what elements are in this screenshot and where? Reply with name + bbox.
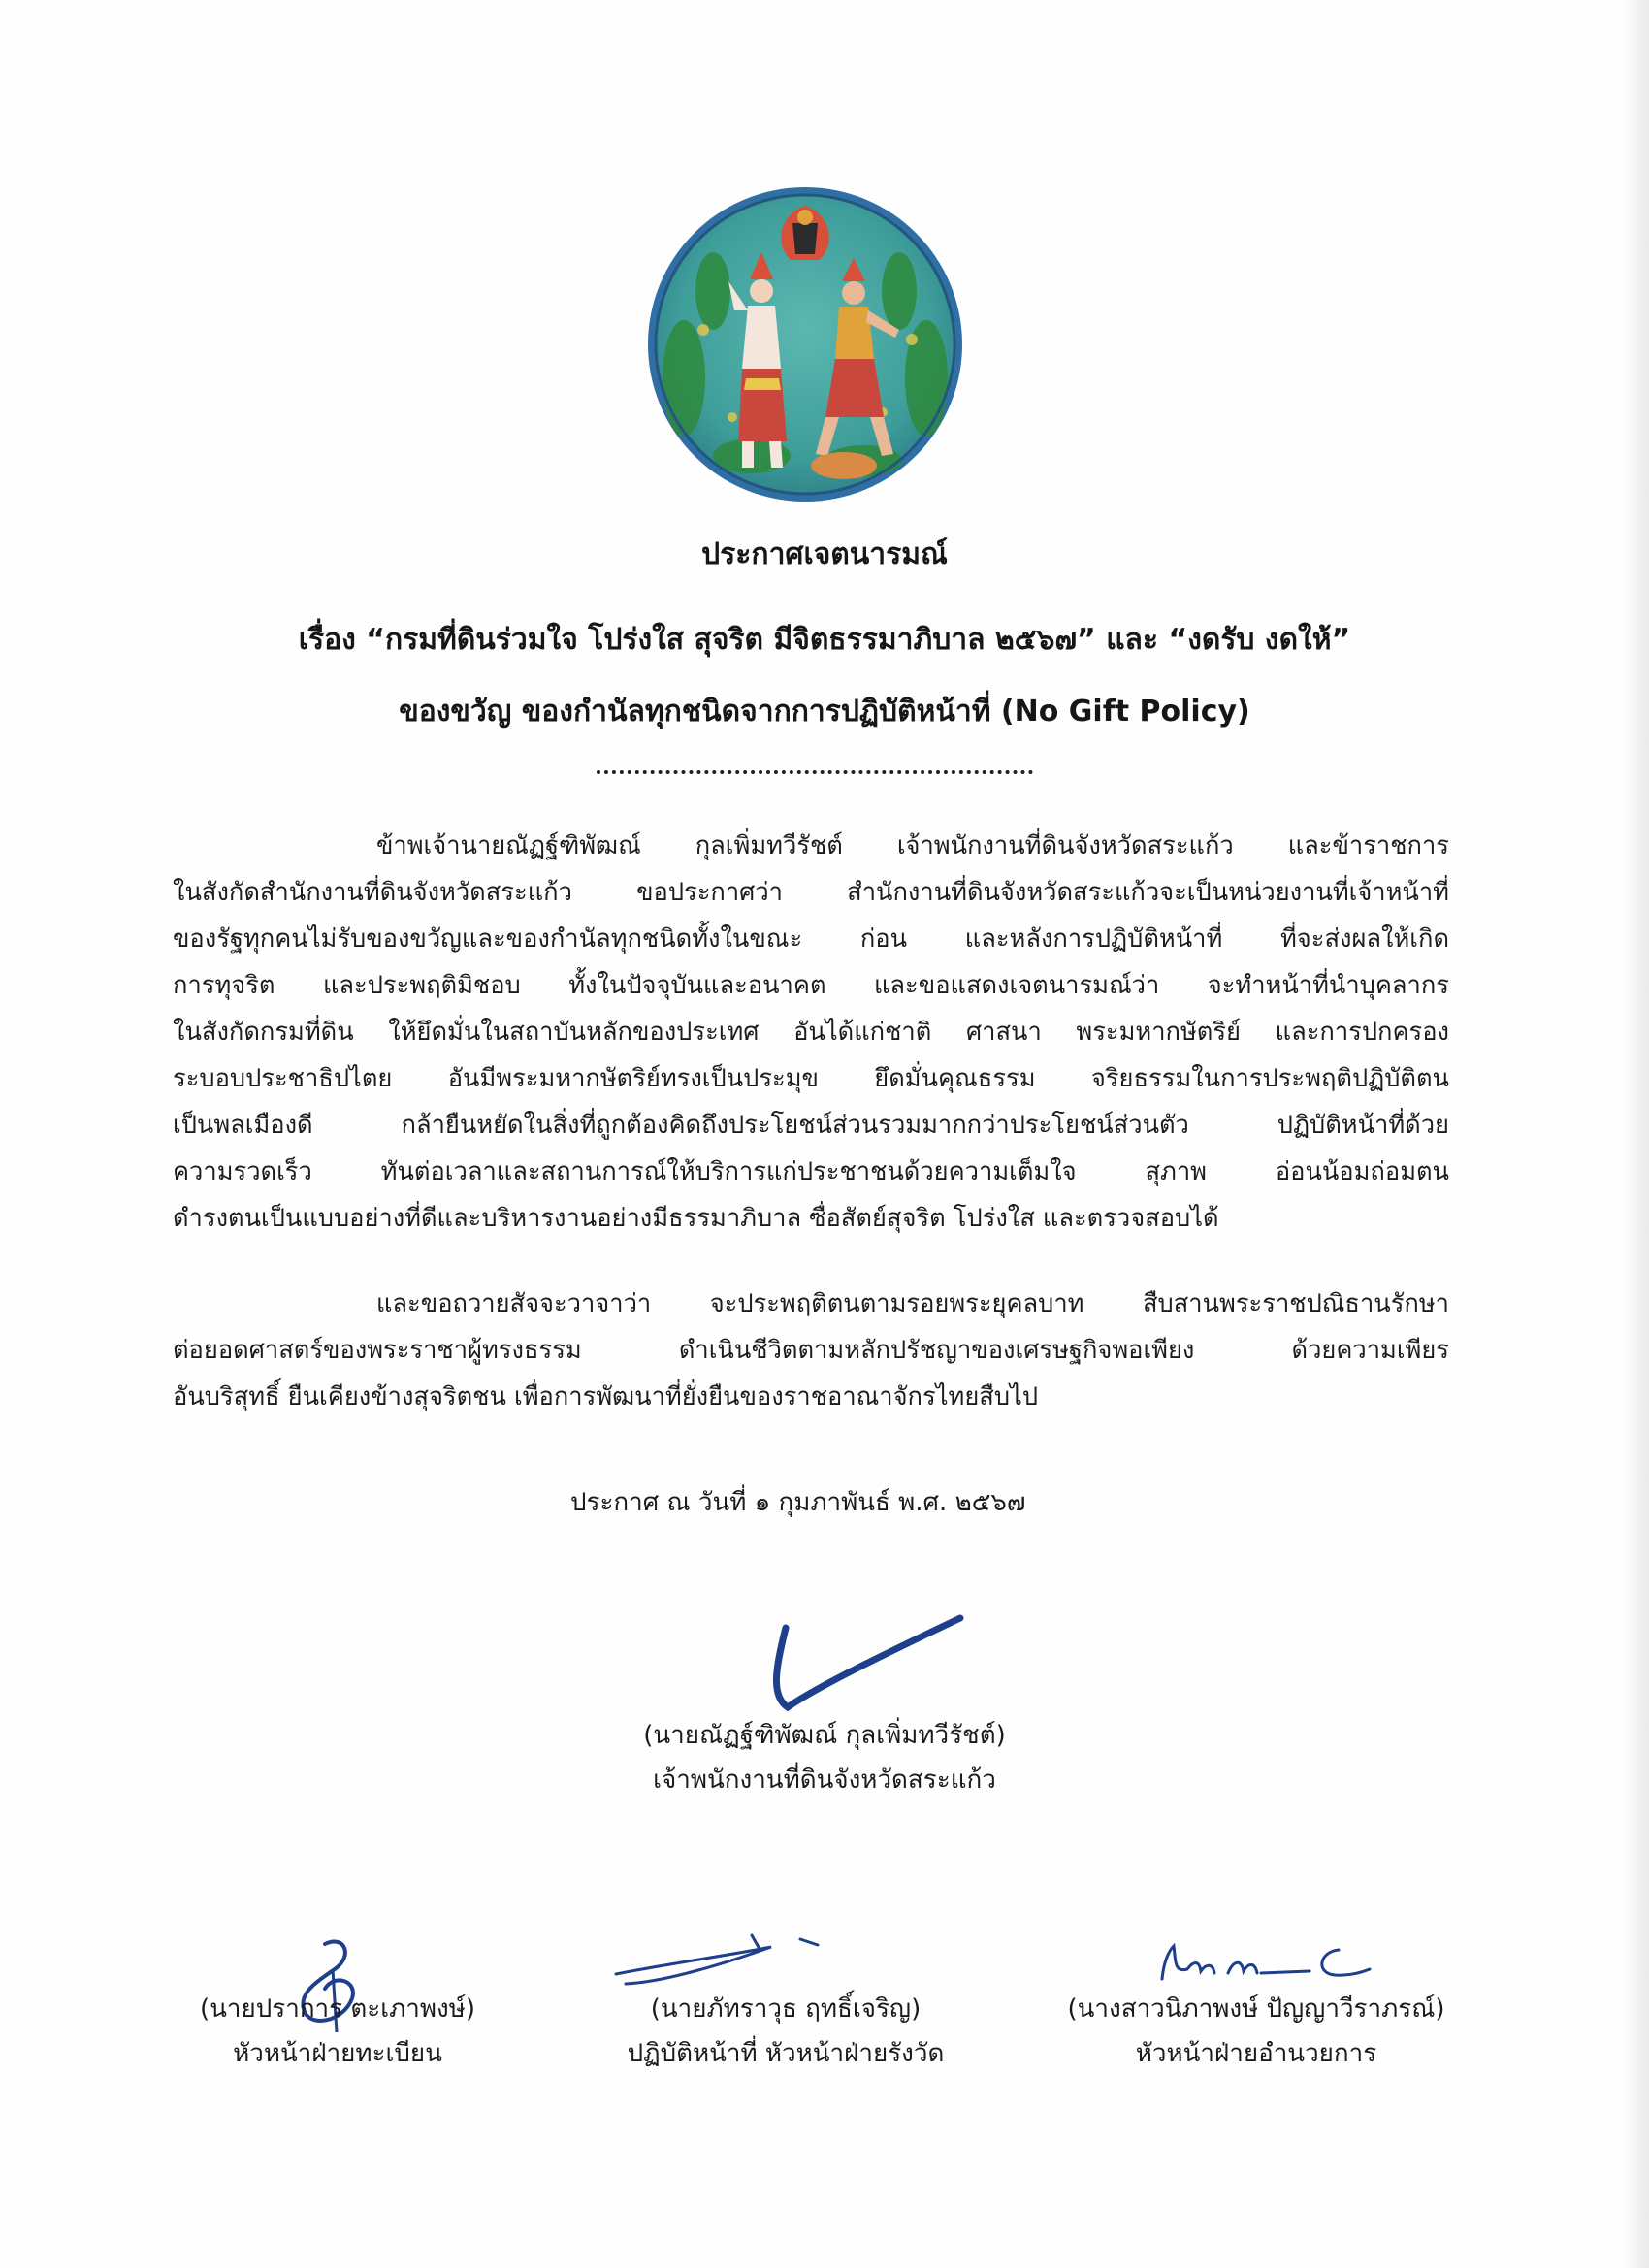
separator-dotted-line [597, 770, 1033, 774]
announcement-subject-line-2: ของขวัญ ของกำนัลทุกชนิดจากการปฏิบัติหน้าที่ (No Gift Policy) [399, 695, 1250, 729]
main-signatory-position: เจ้าพนักงานที่ดินจังหวัดสระแก้ว [653, 1766, 996, 1795]
signatory-name: (นายภัทราวุธ ฤทธิ์เจริญ) [650, 1994, 922, 2024]
signatory-block-administration [1028, 1987, 1484, 2076]
paragraph-line: ของรัฐทุกคนไม่รับของขวัญและของกำนัลทุกชนิดทั้งในขณะ ก่อน และหลังการปฏิบัติหน้าที่ ที่จะส่งผลให้เกิด [173, 924, 1449, 954]
signatory-block-registration [134, 1987, 541, 2076]
signatory-name: (นางสาวนิภาพงษ์ ปัญญาวีราภรณ์) [1067, 1994, 1445, 2024]
paragraph-line: ข้าพเจ้านายณัฏฐ์ฑิพัฒณ์ กุลเพิ่มทวีรัชต์ เจ้าพนักงานที่ดินจังหวัดสระแก้ว และข้าราชการ [376, 831, 1449, 860]
paragraph-line: การทุจริต และประพฤติมิชอบ ทั้งในปัจจุบันและอนาคต และขอแสดงเจตนารมณ์ว่า จะทำหน้าที่นำบุคลากร [173, 971, 1449, 1000]
survey-head-signature-icon [606, 1926, 849, 1993]
signatory-block-survey [563, 1987, 1009, 2076]
paragraph-line: ต่อยอดศาสตร์ของพระราชาผู้ทรงธรรม ดำเนินชีวิตตามหลักปรัชญาของเศรษฐกิจพอเพียง ด้วยความเพียร [173, 1336, 1449, 1365]
announcement-heading: ประกาศเจตนารมณ์ [701, 537, 948, 571]
department-seal-icon [645, 184, 965, 504]
paragraph-line: ความรวดเร็ว ทันต่อเวลาและสถานการณ์ให้บริการแก่ประชาชนด้วยความเต็มใจ สุภาพ อ่อนน้อมถ่อมตน [173, 1157, 1449, 1186]
signatory-name: (นายปราการ ตะเภาพงษ์) [200, 1994, 475, 2024]
paragraph-line: ในสังกัดสำนักงานที่ดินจังหวัดสระแก้ว ขอประกาศว่า สำนักงานที่ดินจังหวัดสระแก้วจะเป็นหน่วยงานที่เจ้าหน้าที่ [173, 878, 1449, 907]
paragraph-line: ดำรงตนเป็นแบบอย่างที่ดีและบริหารงานอย่างมีธรรมาภิบาล ซื่อสัตย์สุจริต โปร่งใส และตรวจสอบได้ [173, 1204, 1219, 1233]
signatory-position: หัวหน้าฝ่ายอำนวยการ [1135, 2039, 1377, 2068]
announcement-date: ประกาศ ณ วันที่ ๑ กุมภาพันธ์ พ.ศ. ๒๕๖๗ [570, 1488, 1026, 1517]
paragraph-line: และขอถวายสัจจะวาจาว่า จะประพฤติตนตามรอยพระยุคลบาท สืบสานพระราชปณิธานรักษา [376, 1289, 1449, 1318]
main-signature-icon [757, 1599, 980, 1725]
main-signatory-name: (นายณัฏฐ์ฑิพัฒณ์ กุลเพิ่มทวีรัชต์) [643, 1721, 1006, 1750]
signatory-position: ปฏิบัติหน้าที่ หัวหน้าฝ่ายรังวัด [627, 2039, 945, 2068]
paragraph-line: ในสังกัดกรมที่ดิน ให้ยึดมั่นในสถาบันหลักของประเทศ อันได้แก่ชาติ ศาสนา พระมหากษัตริย์ และการปกครอง [173, 1018, 1449, 1047]
signatory-position: หัวหน้าฝ่ายทะเบียน [233, 2039, 442, 2068]
paragraph-line: ระบอบประชาธิปไตย อันมีพระมหากษัตริย์ทรงเป็นประมุข ยึดมั่นคุณธรรม จริยธรรมในการประพฤติปฏิบัติตน [173, 1064, 1449, 1093]
paragraph-line: เป็นพลเมืองดี กล้ายืนหยัดในสิ่งที่ถูกต้องคิดถึงประโยชน์ส่วนรวมมากกว่าประโยชน์ส่วนตัว ปฏิบัติหน้าที่ด้วย [173, 1111, 1449, 1140]
main-signatory-block [0, 1713, 1649, 1802]
body-paragraph-2 [173, 1280, 1449, 1420]
body-paragraph-1 [173, 823, 1449, 1242]
paragraph-line: อันบริสุทธิ์ ยืนเคียงข้างสุจริตชน เพื่อการพัฒนาที่ยั่งยืนของราชอาณาจักรไทยสืบไป [173, 1382, 1039, 1411]
announcement-subject-line-1: เรื่อง “กรมที่ดินร่วมใจ โปร่งใส สุจริต มีจิตธรรมาภิบาล ๒๕๖๗” และ “งดรับ งดให้” [298, 623, 1351, 657]
paper-edge [1622, 0, 1649, 2268]
